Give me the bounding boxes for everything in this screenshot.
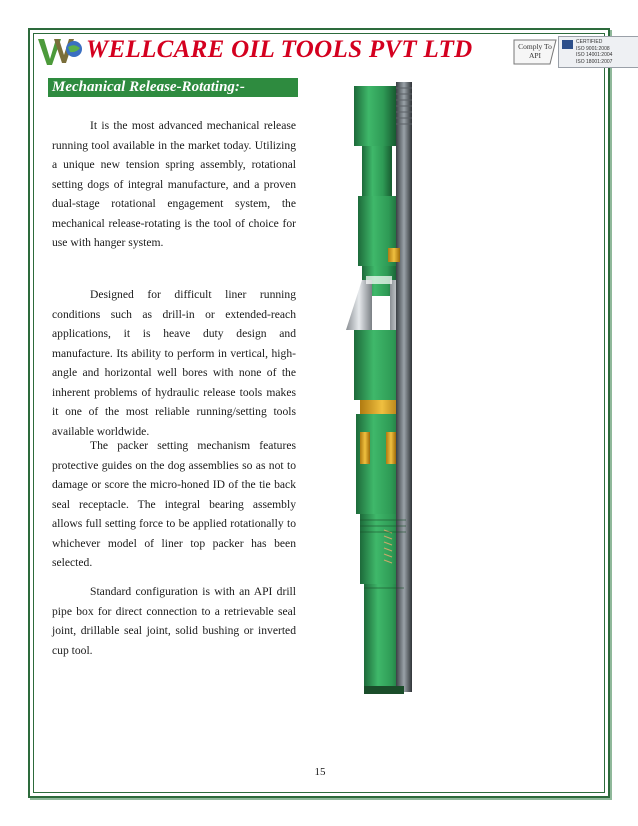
paragraph-2: Designed for difficult liner running conditions such as drill-in or extended-reach applications, it is heave duty design and manufacture. Its ability to perform in vertical, high-angle and horizontal well bores with none of the inherent problems of hydraulic release tools makes it one of the most reliable running/setting tools available worldwide. [52,288,296,438]
company-logo [38,37,82,67]
page-header [36,34,613,70]
section-title-bar [48,78,298,97]
section-title: Mechanical Release-Rotating:- [52,79,245,95]
page-number: 15 [314,766,326,778]
cert-line: ISO 18001:2007 [576,58,613,65]
paragraph-3: The packer setting mechanism features protective guides on the dog assemblies so as not to damage or score the micro-honed ID of the tie back seal receptacle. The integral bearing assembly allows full setting force to be applied rotationally to whichever model of liner top packer has been selected. [52,439,296,569]
cert-line: ISO 9001:2008 [576,45,610,52]
cert-line: ISO 14001:2004 [576,52,613,58]
paragraph-1: It is the most advanced mechanical release running tool available in the market today. Utilizing a unique new tension spring assembly, rotational setting dogs of integral manufacture, and a proven dual-stage rotational engagement system, the mechanical release-rotating is the tool of choice for use with hanger system. [52,119,296,249]
company-name: WELLCARE OIL TOOLS PVT LTD [86,36,473,63]
cert-label: CERTIFIED [576,39,603,45]
iso-certification-box [558,36,638,68]
certification-text [576,39,612,65]
running-tool-illustration [332,80,454,700]
comply-api-text: Comply To API [518,42,552,60]
certification-logo-icon [562,40,573,49]
paragraph-4: Standard configuration is with an API drill pipe box for direct connection to a retrievable seal joint, drillable seal joint, solid bushing or inverted cup tool. [52,585,296,657]
